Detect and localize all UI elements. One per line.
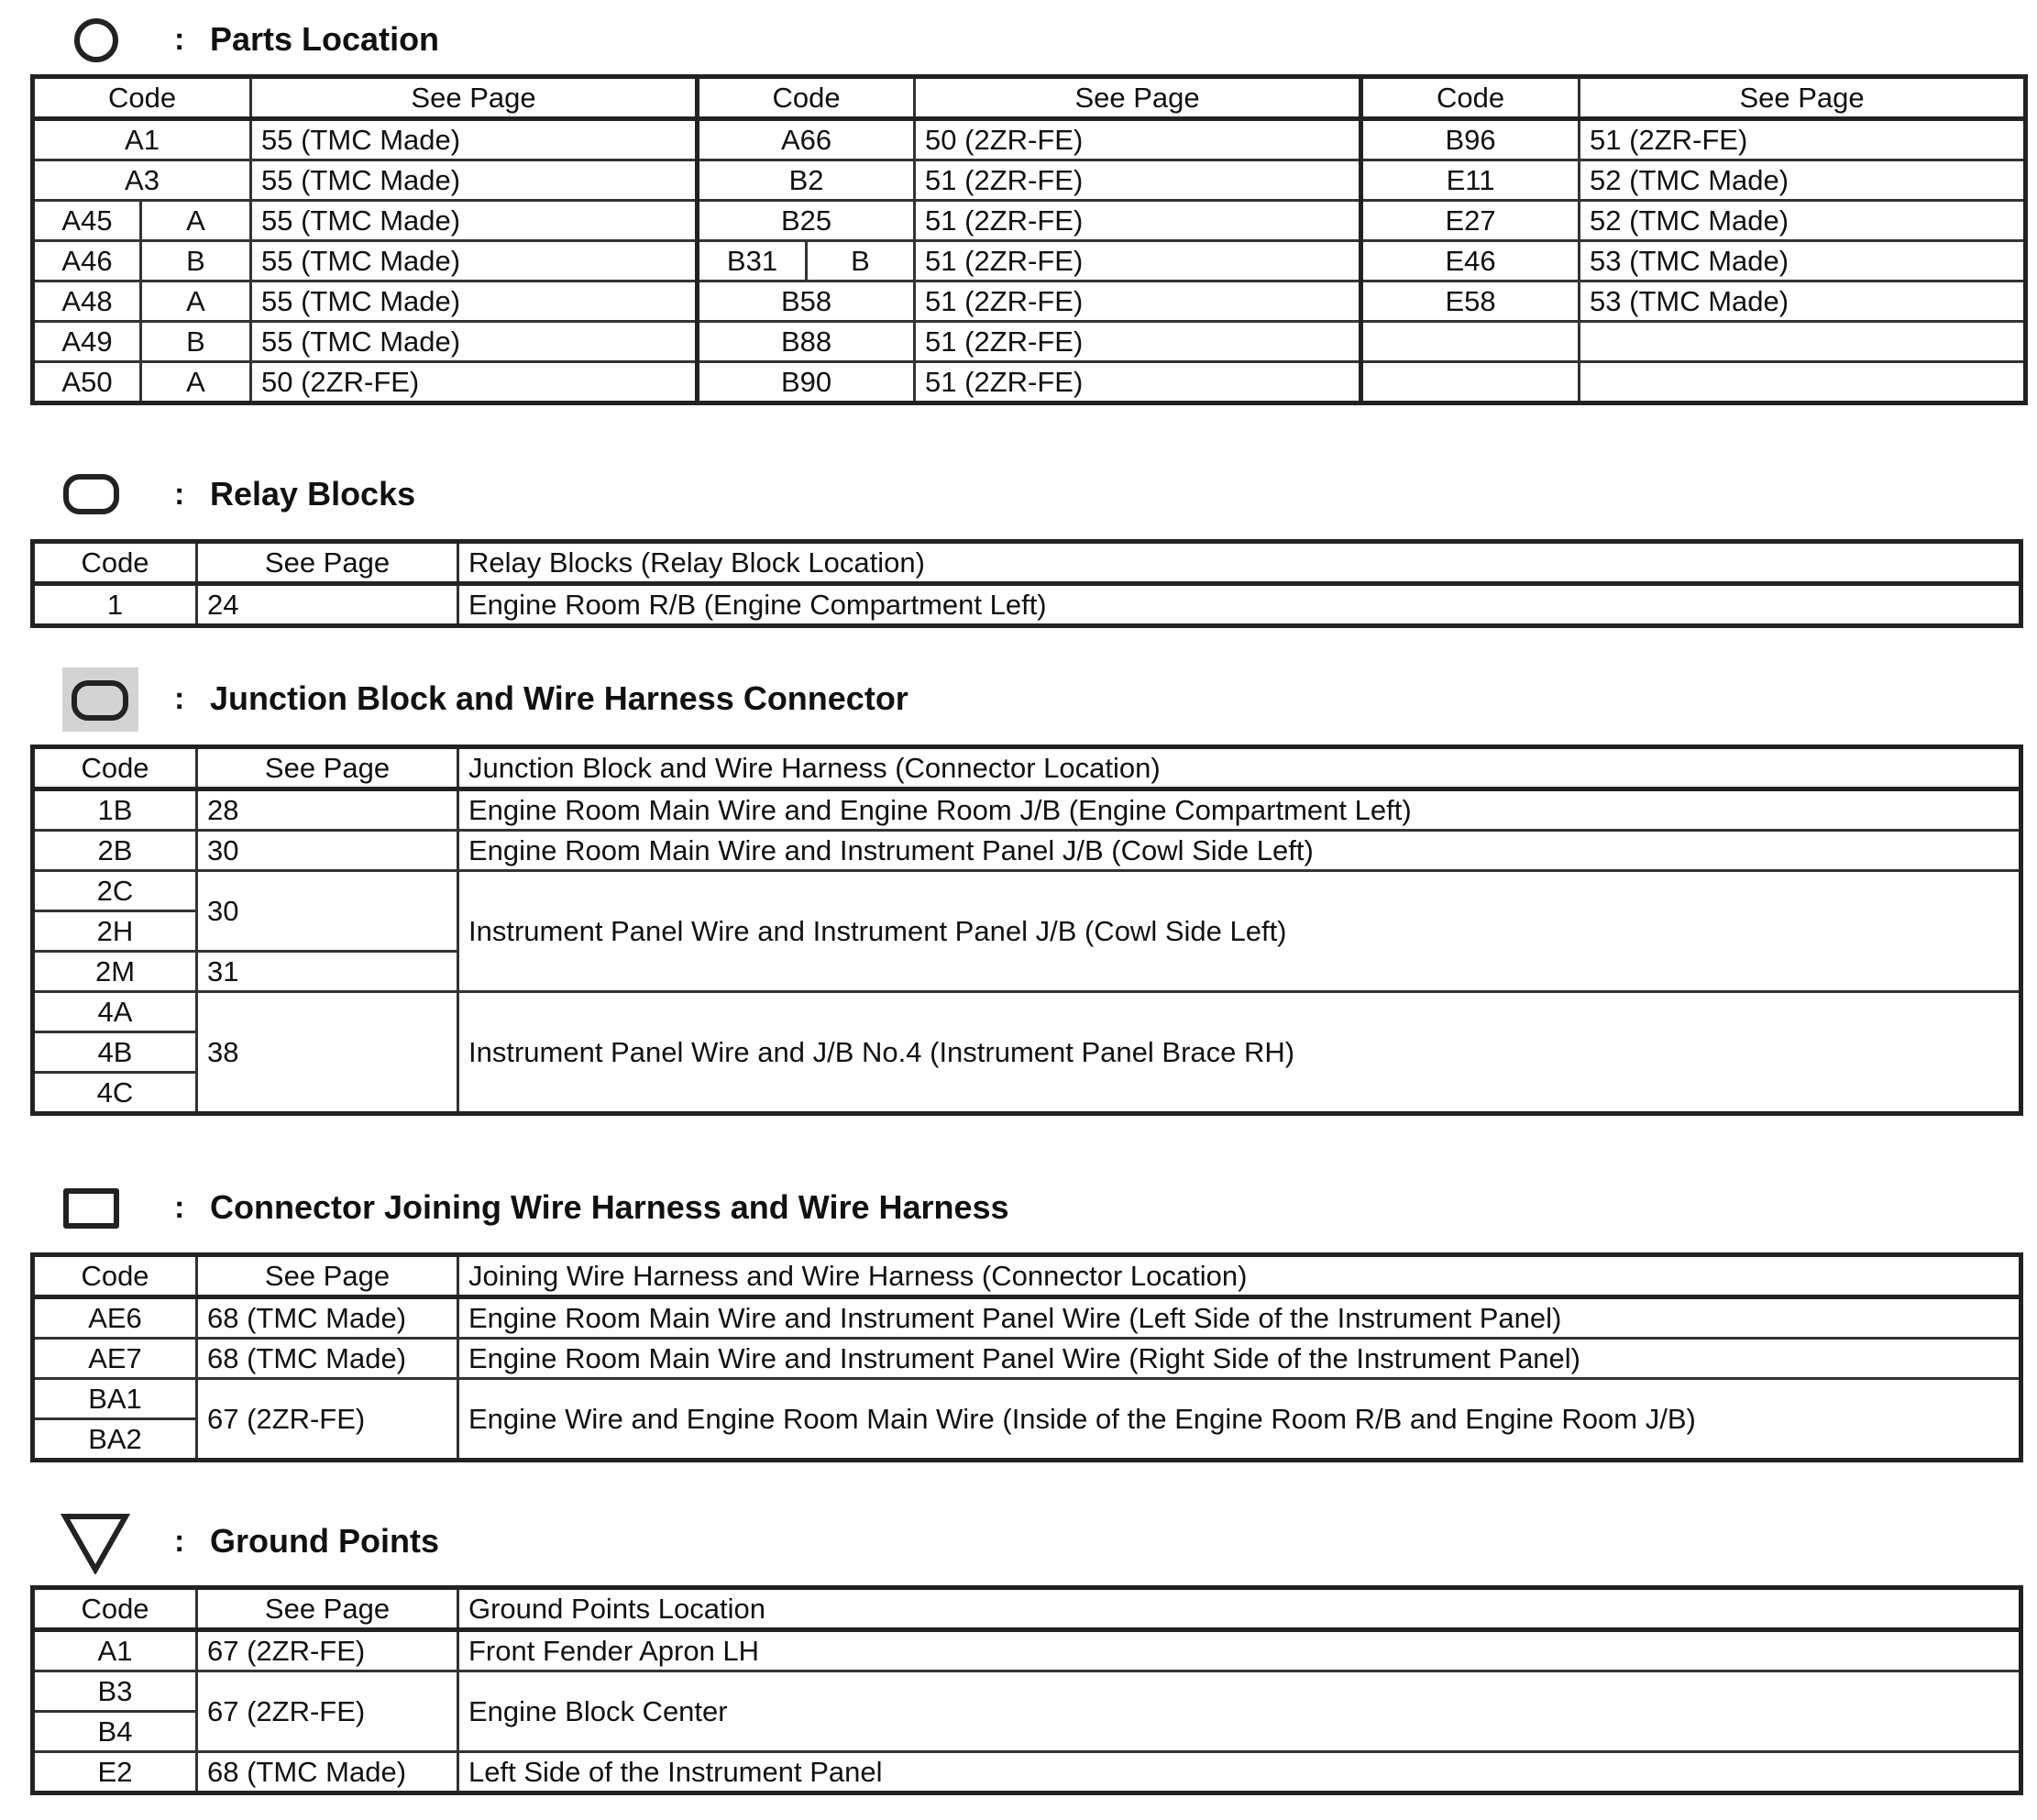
see-page-cell: 50 (2ZR-FE) [251,362,698,403]
title-colon: : [174,21,185,57]
see-page-cell: 30 [197,871,458,952]
header-row [33,1255,2021,1297]
see-page-cell: 51 (2ZR-FE) [915,160,1361,201]
see-page-cell: 67 (2ZR-FE) [197,1630,458,1671]
parts-location-table [30,74,2028,405]
see-page-cell: 51 (2ZR-FE) [915,241,1361,281]
code-cell: A3 [33,160,251,201]
code-cell: 2M [33,952,197,992]
column-header-see-page: See Page [197,1588,458,1630]
see-page-cell: 28 [197,789,458,831]
connector-joining-table [30,1252,2023,1462]
table-row [33,871,2021,911]
shaded-rounded-rect-icon [62,667,138,732]
location-cell: Engine Room Main Wire and Engine Room J/B (Engine Compartment Left) [458,789,2021,831]
column-header-code: Code [698,77,915,119]
see-page-cell: 51 (2ZR-FE) [915,201,1361,241]
table-row [33,281,2026,322]
code-cell: E2 [33,1752,197,1793]
column-header-location: Ground Points Location [458,1588,2021,1630]
table-row [33,322,2026,362]
see-page-cell: 52 (TMC Made) [1580,201,2026,241]
code-cell: 2B [33,831,197,871]
title-text: Ground Points [210,1522,439,1560]
code-cell: A66 [698,119,915,160]
code-cell: A45 [33,201,141,241]
circle-icon [74,18,118,62]
location-cell: Engine Wire and Engine Room Main Wire (Inside of the Engine Room R/B and Engine Room J/B) [458,1379,2021,1461]
table-row [33,992,2021,1032]
table-row [33,201,2026,241]
location-cell: Engine Room R/B (Engine Compartment Left) [458,584,2021,626]
rectangle-icon [63,1188,119,1229]
see-page-cell: 55 (TMC Made) [251,160,698,201]
table-row [33,241,2026,281]
code-cell: E58 [1361,281,1580,322]
code-cell: E46 [1361,241,1580,281]
code-cell: A49 [33,322,141,362]
see-page-cell: 55 (TMC Made) [251,241,698,281]
code-cell: 2C [33,871,197,911]
table-row [33,1379,2021,1419]
see-page-cell: 51 (2ZR-FE) [915,281,1361,322]
code-cell: 1 [33,584,197,626]
title-text: Connector Joining Wire Harness and Wire Harness [210,1188,1009,1226]
table-row [33,1297,2021,1339]
location-cell: Left Side of the Instrument Panel [458,1752,2021,1793]
column-header-see-page: See Page [197,747,458,789]
table-row [33,584,2021,626]
table-row [33,119,2026,160]
see-page-cell: 24 [197,584,458,626]
code-cell: AE6 [33,1297,197,1339]
code-cell: A46 [33,241,141,281]
title-text: Parts Location [210,20,440,58]
junction-block-table [30,745,2023,1116]
table-row [33,160,2026,201]
location-cell: Engine Room Main Wire and Instrument Panel J/B (Cowl Side Left) [458,831,2021,871]
see-page-cell [1580,322,2026,362]
code-cell: B25 [698,201,915,241]
table-row [33,1339,2021,1379]
see-page-cell: 30 [197,831,458,871]
title-colon: : [174,476,185,512]
see-page-cell: 67 (2ZR-FE) [197,1379,458,1461]
see-page-cell [1580,362,2026,403]
code-cell: 4C [33,1073,197,1114]
code-cell: B58 [698,281,915,322]
connector-variant-cell: A [141,362,251,403]
see-page-cell: 51 (2ZR-FE) [915,322,1361,362]
see-page-cell: 52 (TMC Made) [1580,160,2026,201]
column-header-code: Code [33,542,197,584]
code-cell [1361,322,1580,362]
table-row [33,831,2021,871]
header-row [33,1588,2021,1630]
code-cell: B90 [698,362,915,403]
code-cell: B88 [698,322,915,362]
connector-variant-cell: A [141,201,251,241]
code-cell: 4B [33,1032,197,1073]
code-cell: 2H [33,911,197,952]
column-header-code: Code [33,1588,197,1630]
column-header-see-page: See Page [1580,77,2026,119]
column-header-code: Code [33,747,197,789]
location-cell: Front Fender Apron LH [458,1630,2021,1671]
see-page-cell: 55 (TMC Made) [251,119,698,160]
see-page-cell: 55 (TMC Made) [251,281,698,322]
title-text: Junction Block and Wire Harness Connector [210,679,908,717]
connector-variant-cell: B [141,322,251,362]
see-page-cell: 55 (TMC Made) [251,322,698,362]
code-cell: E27 [1361,201,1580,241]
code-cell: 4A [33,992,197,1032]
location-cell: Instrument Panel Wire and J/B No.4 (Instrument Panel Brace RH) [458,992,2021,1114]
location-cell: Engine Room Main Wire and Instrument Panel Wire (Left Side of the Instrument Panel) [458,1297,2021,1339]
column-header-code: Code [1361,77,1580,119]
ground-points-table [30,1585,2023,1795]
see-page-cell: 68 (TMC Made) [197,1297,458,1339]
connector-variant-cell: B [807,241,915,281]
code-cell: B4 [33,1712,197,1752]
column-header-code: Code [33,1255,197,1297]
see-page-cell: 55 (TMC Made) [251,201,698,241]
see-page-cell: 31 [197,952,458,992]
connector-variant-cell: A [141,281,251,322]
code-cell: A48 [33,281,141,322]
code-cell: B96 [1361,119,1580,160]
location-cell: Engine Room Main Wire and Instrument Panel Wire (Right Side of the Instrument Panel) [458,1339,2021,1379]
title-text: Relay Blocks [210,475,416,513]
code-cell: 1B [33,789,197,831]
column-header-location: Joining Wire Harness and Wire Harness (Connector Location) [458,1255,2021,1297]
see-page-cell: 51 (2ZR-FE) [1580,119,2026,160]
see-page-cell: 68 (TMC Made) [197,1339,458,1379]
code-cell: E11 [1361,160,1580,201]
table-row [33,1752,2021,1793]
table-row [33,1671,2021,1712]
code-cell: B2 [698,160,915,201]
code-cell: B31 [698,241,807,281]
see-page-cell: 38 [197,992,458,1114]
header-row [33,747,2021,789]
title-colon: : [174,680,185,716]
table-row [33,1630,2021,1671]
table-row [33,789,2021,831]
header-row [33,542,2021,584]
see-page-cell: 67 (2ZR-FE) [197,1671,458,1752]
see-page-cell: 51 (2ZR-FE) [915,362,1361,403]
column-header-see-page: See Page [197,542,458,584]
relay-blocks-table [30,539,2023,628]
code-cell: A50 [33,362,141,403]
see-page-cell: 53 (TMC Made) [1580,281,2026,322]
title-colon: : [174,1189,185,1225]
code-cell [1361,362,1580,403]
location-cell: Engine Block Center [458,1671,2021,1752]
see-page-cell: 50 (2ZR-FE) [915,119,1361,160]
column-header-location: Junction Block and Wire Harness (Connector Location) [458,747,2021,789]
header-row [33,77,2026,119]
connector-variant-cell: B [141,241,251,281]
code-cell: A1 [33,119,251,160]
location-cell: Instrument Panel Wire and Instrument Panel J/B (Cowl Side Left) [458,871,2021,992]
code-cell: BA1 [33,1379,197,1419]
title-colon: : [174,1523,185,1559]
triangle-icon [61,1512,130,1574]
column-header-location: Relay Blocks (Relay Block Location) [458,542,2021,584]
see-page-cell: 53 (TMC Made) [1580,241,2026,281]
column-header-see-page: See Page [251,77,698,119]
code-cell: B3 [33,1671,197,1712]
column-header-code: Code [33,77,251,119]
code-cell: A1 [33,1630,197,1671]
see-page-cell: 68 (TMC Made) [197,1752,458,1793]
rounded-rect-icon [63,474,119,514]
column-header-see-page: See Page [915,77,1361,119]
code-cell: BA2 [33,1419,197,1461]
column-header-see-page: See Page [197,1255,458,1297]
code-cell: AE7 [33,1339,197,1379]
table-row [33,362,2026,403]
